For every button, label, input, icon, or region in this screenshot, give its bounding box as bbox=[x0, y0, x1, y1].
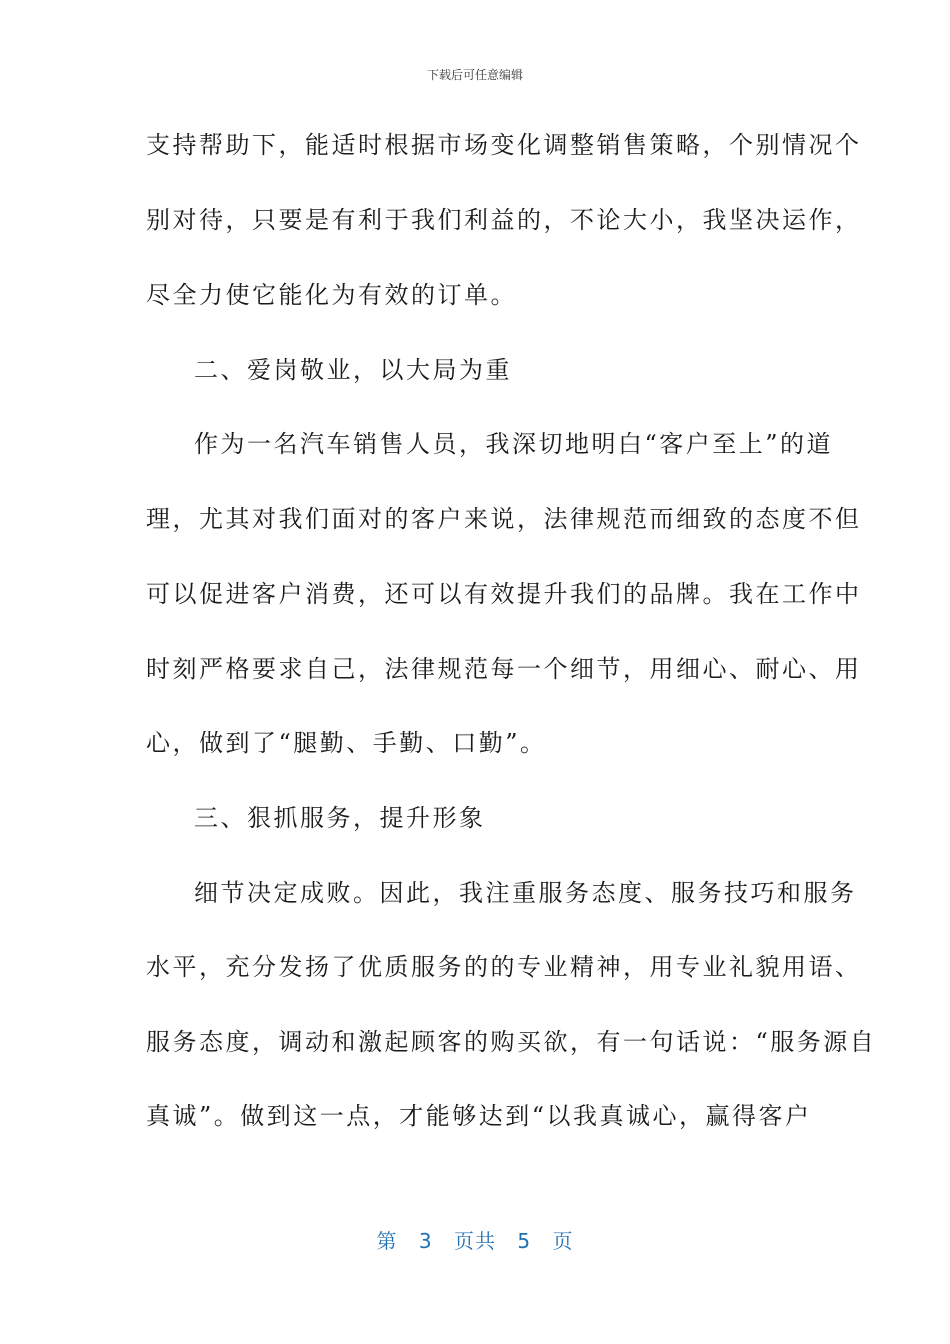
header-note: 下载后可任意编辑 bbox=[426, 68, 523, 82]
body-line: 水平，充分发扬了优质服务的的专业精神，用专业礼貌用语、 bbox=[146, 953, 862, 981]
section-heading: 二、爱岗敬业，以大局为重 bbox=[194, 356, 512, 384]
section-heading: 三、狠抓服务，提升形象 bbox=[194, 804, 486, 832]
body-line: 作为一名汽车销售人员，我深切地明白“客户至上”的道 bbox=[194, 430, 834, 458]
body-line: 别对待，只要是有利于我们利益的，不论大小，我坚决运作， bbox=[146, 206, 862, 234]
page-footer bbox=[0, 1225, 950, 1254]
body-line: 心，做到了“腿勤、手勤、口勤”。 bbox=[146, 729, 547, 757]
body-line: 可以促进客户消费，还可以有效提升我们的品牌。我在工作中 bbox=[146, 580, 862, 608]
footer-prefix: 第 bbox=[376, 1229, 398, 1253]
body-line: 服务态度，调动和激起顾客的购买欲，有一句话说：“服务源自 bbox=[146, 1028, 877, 1056]
footer-middle: 页共 bbox=[454, 1229, 496, 1253]
body-line: 时刻严格要求自己，法律规范每一个细节，用细心、耐心、用 bbox=[146, 655, 862, 683]
body-line: 理，尤其对我们面对的客户来说，法律规范而细致的态度不但 bbox=[146, 505, 862, 533]
total-pages-number: 5 bbox=[517, 1229, 532, 1253]
current-page-number: 3 bbox=[418, 1229, 433, 1253]
body-line: 细节决定成败。因此，我注重服务态度、服务技巧和服务 bbox=[194, 879, 857, 907]
footer-suffix: 页 bbox=[552, 1229, 574, 1253]
body-line: 尽全力使它能化为有效的订单。 bbox=[146, 281, 517, 309]
body-line: 支持帮助下，能适时根据市场变化调整销售策略，个别情况个 bbox=[146, 131, 862, 159]
body-line: 真诚”。做到这一点，才能够达到“以我真诚心，赢得客户 bbox=[146, 1102, 812, 1130]
